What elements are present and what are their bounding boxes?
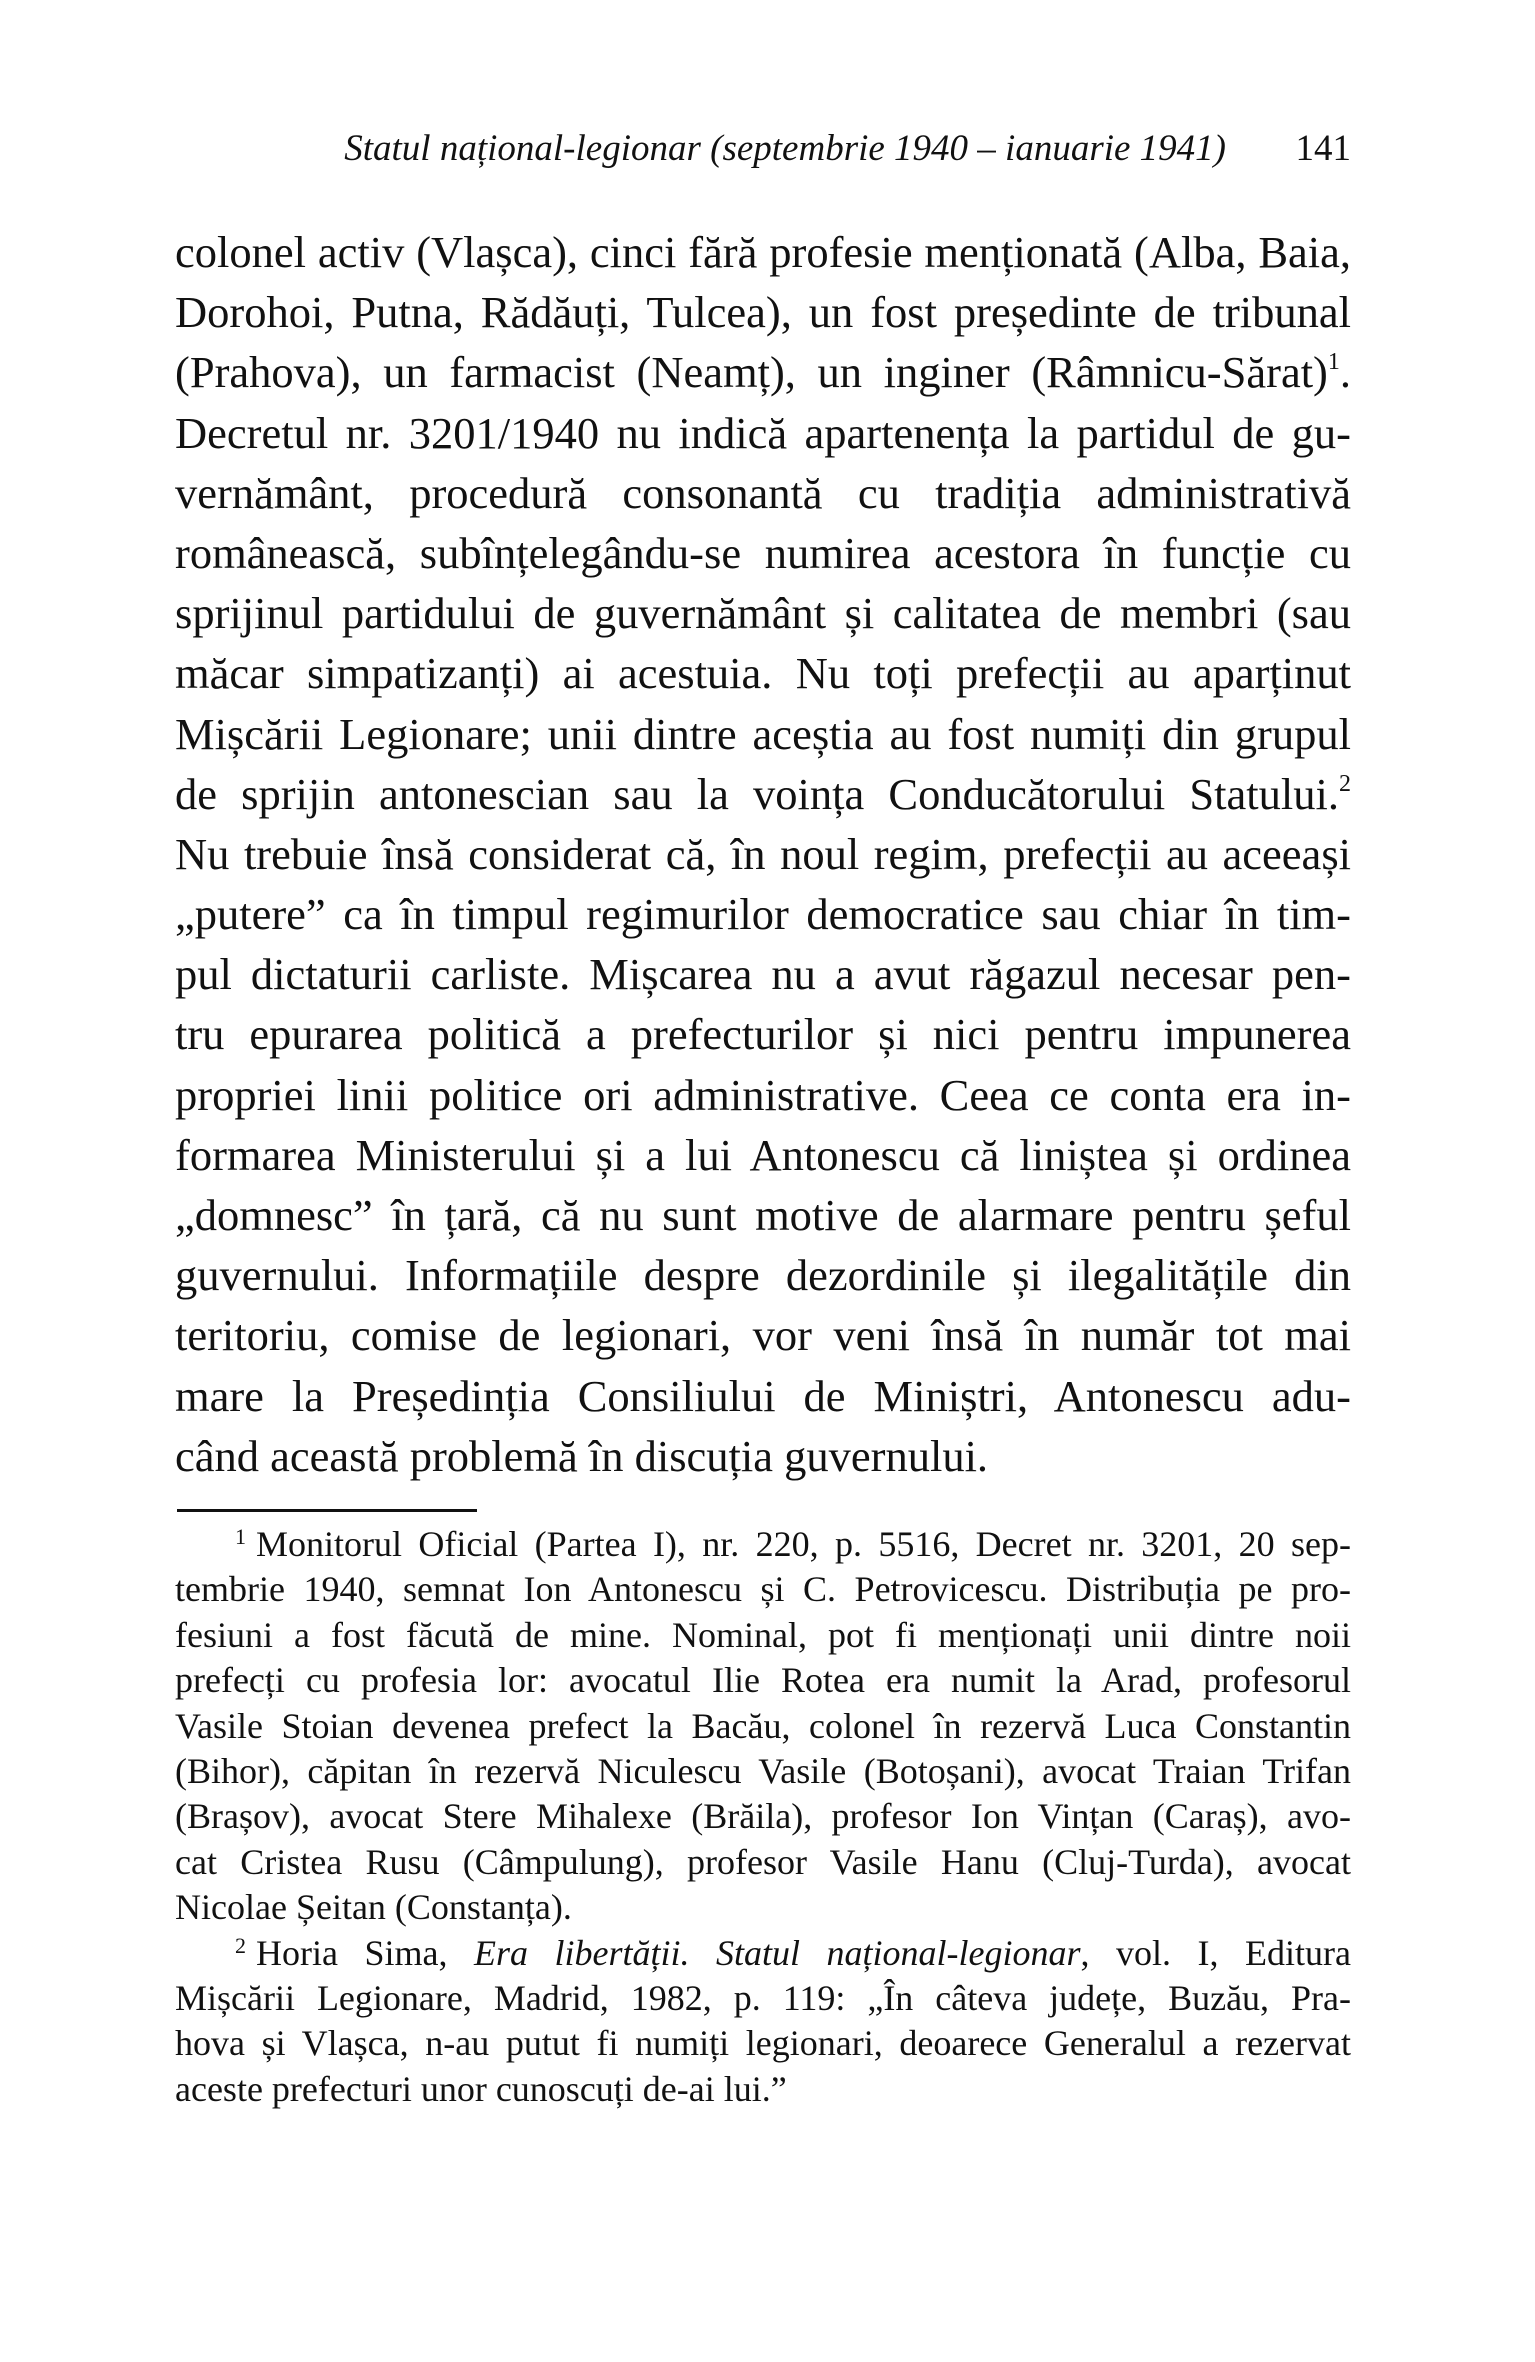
footnote-line: (Bihor), căpitan în rezervă Niculescu Vasile (Botoșani), avocat Traian Trifan — [175, 1750, 1351, 1791]
text-line: formarea Ministerului și a lui Antonescu că liniștea și ordinea — [175, 1129, 1351, 1180]
text-line: sprijinul partidului de guvernământ și calitatea de membri (sau — [175, 588, 1351, 639]
footnote-line: tembrie 1940, semnat Ion Antonescu și C. Petrovicescu. Distribuția pe pro- — [175, 1569, 1351, 1610]
text-line: când această problemă în discuția guvernului. — [175, 1430, 989, 1481]
text-fragment: . — [1339, 347, 1351, 398]
footnote-line: cat Cristea Rusu (Câmpulung), profesor Vasile Hanu (Cluj-Turda), avocat — [175, 1841, 1351, 1882]
footnote-line: (Brașov), avocat Stere Mihalexe (Brăila), profesor Ion Vințan (Caraș), avo- — [175, 1796, 1351, 1837]
footnotes — [175, 1522, 1351, 2112]
text-line: românească, subînțelegându-se numirea acestora în funcție cu — [175, 527, 1351, 578]
footnote-mark: 2 — [235, 1932, 246, 1958]
cited-author: Horia Sima, — [256, 1932, 474, 1973]
text-line: Decretul nr. 3201/1940 nu indică apartenența la partidul de gu- — [175, 407, 1351, 458]
page-number: 141 — [1295, 128, 1351, 169]
main-text — [175, 222, 1351, 1486]
text-line: teritoriu, comise de legionari, vor veni însă în număr tot mai — [175, 1310, 1351, 1361]
footnote-line: Vasile Stoian devenea prefect la Bacău, colonel în rezervă Luca Constantin — [175, 1705, 1351, 1746]
footnote-reference-1[interactable]: 1 — [1327, 349, 1340, 376]
running-title: Statul național-legionar (septembrie 1940 – ianuarie 1941) — [344, 128, 1226, 169]
footnote-separator — [177, 1509, 477, 1512]
footnote-line: Nicolae Șeitan (Constanța). — [175, 1887, 572, 1928]
footnote-line: Mișcării Legionare, Madrid, 1982, p. 119: „În câteva județe, Buzău, Pra- — [175, 1977, 1351, 2018]
text-fragment: Monitorul Oficial (Partea I), nr. 220, p. 5516, Decret nr. 3201, 20 sep- — [256, 1524, 1351, 1564]
text-line: pul dictaturii carliste. Mișcarea nu a avut răgazul necesar pen- — [175, 949, 1351, 1000]
footnote-reference-2[interactable]: 2 — [1339, 770, 1351, 797]
footnote-line: aceste prefecturi unor cunoscuți de-ai lui.” — [175, 2068, 787, 2109]
text-line: propriei linii politice ori administrative. Ceea ce conta era in- — [175, 1069, 1351, 1120]
text-line: măcar simpatizanți) ai acestuia. Nu toți prefecții au aparținut — [175, 648, 1351, 699]
footnote-mark: 1 — [235, 1524, 246, 1549]
text-fragment: de sprijin antonescian sau la voința Conducătorului Statului. — [175, 768, 1339, 819]
text-line: colonel activ (Vlașca), cinci fără profesie menționată (Alba, Baia, — [175, 227, 1351, 277]
cited-title: Era libertății. Statul național-legionar — [474, 1932, 1081, 1973]
footnote-line: fesiuni a fost făcută de mine. Nominal, pot fi menționați unii dintre noii — [175, 1614, 1351, 1655]
footnote-2 — [175, 1931, 1351, 2113]
footnote-line — [175, 1931, 1351, 1976]
footnote-1 — [175, 1522, 1351, 1931]
text-line — [175, 342, 1351, 402]
footnote-line: hova și Vlașca, n-au putut fi numiți legionari, deoarece Generalul a rezervat — [175, 2023, 1351, 2064]
text-line: „putere” ca în timpul regimurilor democratice sau chiar în tim- — [175, 889, 1351, 940]
text-line: Nu trebuie însă considerat că, în noul regim, prefecții au aceeași — [175, 828, 1351, 879]
text-line — [175, 764, 1351, 824]
text-fragment: (Prahova), un farmacist (Neamț), un inginer (Râmnicu-Sărat) — [175, 347, 1328, 398]
text-line: guvernului. Informațiile despre dezordinile și ilegalitățile din — [175, 1250, 1351, 1301]
text-line: mare la Președinția Consiliului de Miniștri, Antonescu adu- — [175, 1370, 1351, 1421]
text-line: tru epurarea politică a prefecturilor și nici pentru impunerea — [175, 1009, 1351, 1060]
footnote-line: prefecți cu profesia lor: avocatul Ilie Rotea era numit la Arad, profesorul — [175, 1660, 1351, 1701]
footnote-line — [175, 1522, 1351, 1567]
running-head — [175, 124, 1351, 174]
text-line: vernământ, procedură consonantă cu tradiția administrativă — [175, 467, 1351, 518]
text-fragment: , vol. I, Editura — [1080, 1932, 1351, 1973]
text-line: Mișcării Legionare; unii dintre aceștia au fost numiți din grupul — [175, 708, 1351, 759]
text-line: „domnesc” în țară, că nu sunt motive de alarmare pentru șeful — [175, 1190, 1351, 1240]
text-line: Dorohoi, Putna, Rădăuți, Tulcea), un fost președinte de tribunal — [175, 287, 1351, 338]
